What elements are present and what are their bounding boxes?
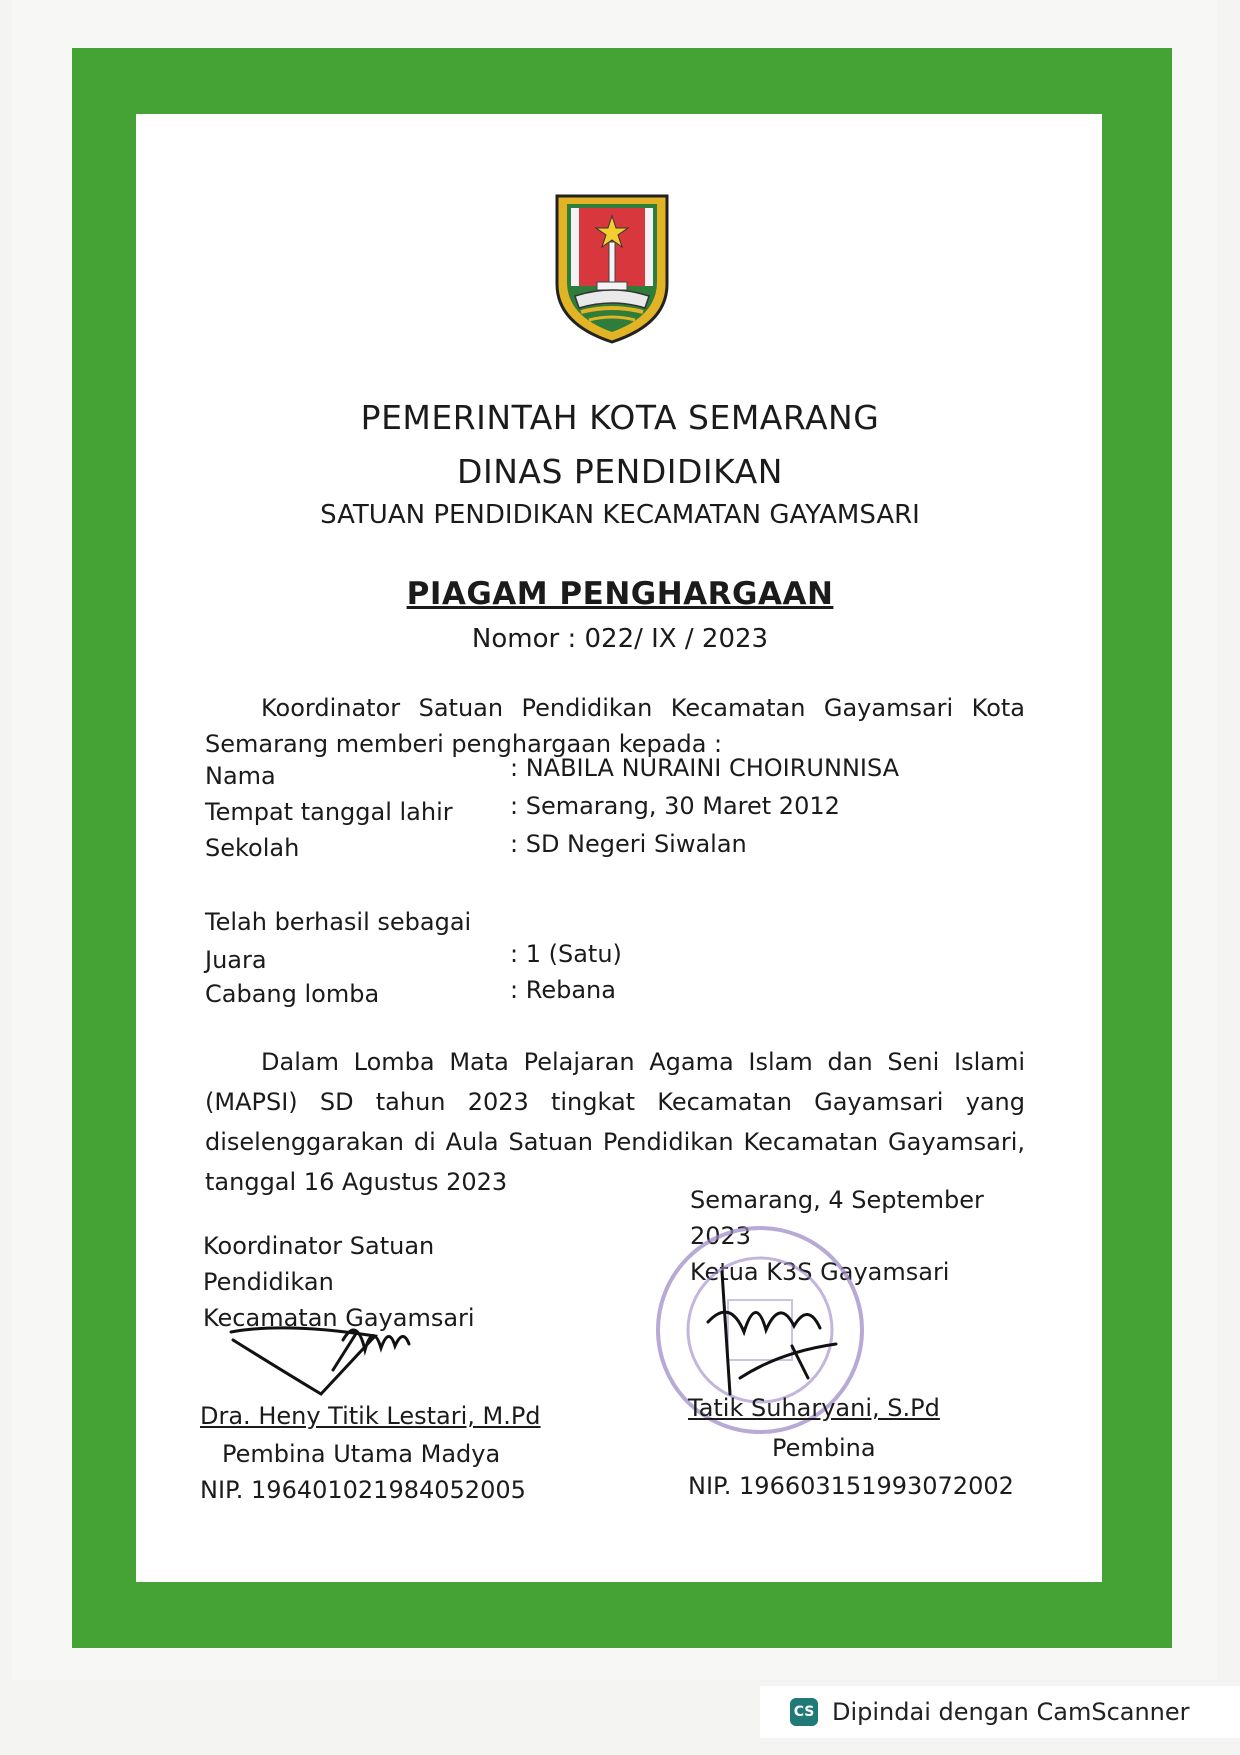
certificate-title: PIAGAM PENGHARGAAN	[406, 576, 834, 612]
right-signatory-rank: Pembina	[772, 1434, 876, 1462]
right-signatory-nip: NIP. 196603151993072002	[688, 1472, 1014, 1500]
right-signatory-title: Ketua K3S Gayamsari	[690, 1258, 950, 1286]
right-signatory-name: Tatik Suharyani, S.Pd	[688, 1394, 940, 1422]
intro-word: Koordinator	[261, 694, 401, 722]
school-value: : SD Negeri Siwalan	[510, 830, 747, 858]
camscanner-logo-icon: CS	[790, 1698, 818, 1726]
intro-line-2: Semarang memberi penghargaan kepada :	[205, 730, 723, 758]
description-paragraph: Dalam Lomba Mata Pelajaran Agama Islam dan Seni Islami (MAPSI) SD tahun 2023 tingkat Kecamatan Gayamsari yang diselenggarakan di Aula Satuan Pendidikan Kecamatan Gayamsari, tanggal 16 Agustus 2023	[205, 1048, 1025, 1196]
intro-word: Gayamsari	[823, 694, 954, 722]
rank-value: : 1 (Satu)	[510, 940, 622, 968]
header-line-2: DINAS PENDIDIKAN	[457, 452, 783, 491]
intro-paragraph	[205, 690, 1025, 762]
kota-semarang-coat-of-arms-icon	[553, 192, 671, 346]
branch-label: Cabang lomba	[205, 980, 380, 1008]
place-date: Semarang, 4 September 2023	[690, 1186, 984, 1250]
school-label: Sekolah	[205, 834, 300, 862]
header-line-1: PEMERINTAH KOTA SEMARANG	[360, 398, 880, 437]
left-signatory-title-2: Kecamatan Gayamsari	[203, 1304, 475, 1332]
certificate-number: Nomor : 022/ IX / 2023	[471, 624, 769, 654]
intro-line-1	[205, 690, 1025, 726]
left-signatory-title-1: Koordinator Satuan Pendidikan	[203, 1232, 435, 1296]
left-signatory-nip: NIP. 196401021984052005	[200, 1476, 526, 1504]
branch-value: : Rebana	[510, 976, 616, 1004]
left-signatory-rank: Pembina Utama Madya	[222, 1440, 501, 1468]
achievement-heading: Telah berhasil sebagai	[205, 908, 472, 936]
camscanner-watermark	[760, 1686, 1240, 1738]
rank-label: Juara	[205, 946, 267, 974]
left-signature-icon	[225, 1310, 435, 1406]
intro-word: Satuan	[418, 694, 504, 722]
right-signature-icon	[700, 1268, 850, 1398]
birth-label: Tempat tanggal lahir	[205, 798, 453, 826]
name-label: Nama	[205, 762, 276, 790]
intro-word: Pendidikan	[521, 694, 653, 722]
name-value: : NABILA NURAINI CHOIRUNNISA	[510, 754, 900, 782]
intro-word: Kecamatan	[670, 694, 806, 722]
camscanner-label: Dipindai dengan CamScanner	[832, 1698, 1190, 1726]
left-signatory-name: Dra. Heny Titik Lestari, M.Pd	[200, 1402, 541, 1430]
header-line-3: SATUAN PENDIDIKAN KECAMATAN GAYAMSARI	[320, 500, 920, 530]
birth-value: : Semarang, 30 Maret 2012	[510, 792, 840, 820]
intro-word: Kota	[971, 694, 1025, 722]
